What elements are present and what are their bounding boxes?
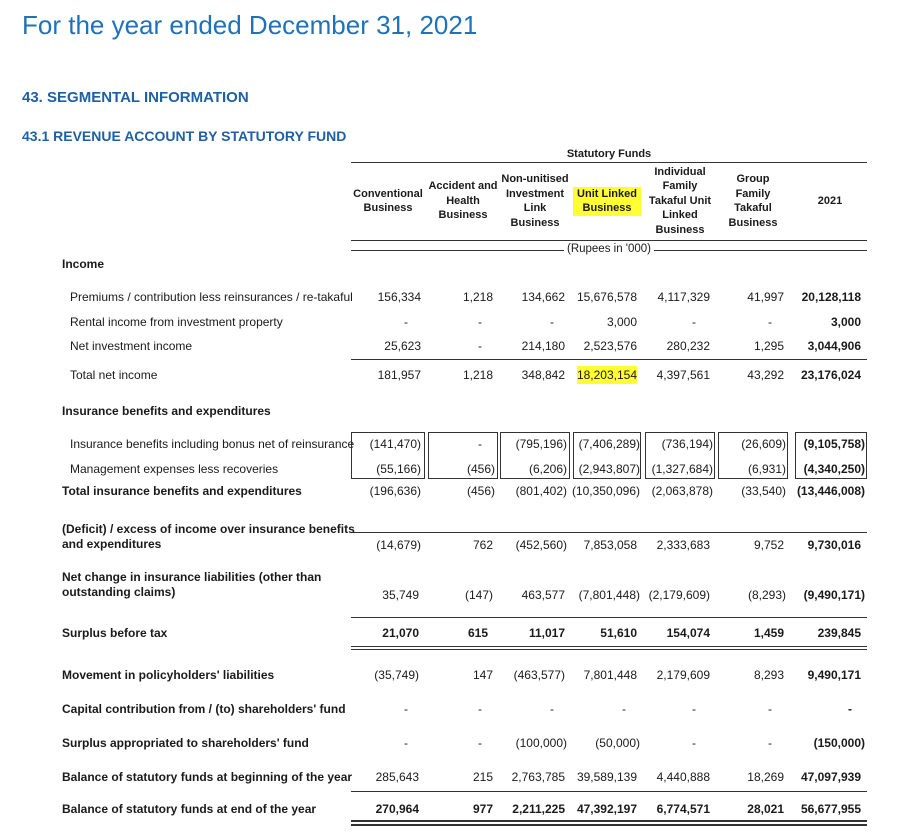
- value-cell: -: [550, 315, 554, 329]
- row-label: Net investment income: [70, 339, 193, 353]
- value-cell: 762: [472, 538, 493, 552]
- value-cell: (100,000): [515, 736, 567, 750]
- header-rule: [351, 240, 867, 241]
- total-cell: 239,845: [817, 626, 861, 640]
- total-cell: 9,490,171: [807, 668, 861, 682]
- column-header-group-family-takaful: Group Family Takaful Business: [728, 173, 778, 229]
- total-cell: 9,730,016: [807, 538, 861, 552]
- value-cell: (1,327,684): [651, 462, 713, 476]
- row-label: Rental income from investment property: [70, 315, 283, 329]
- value-cell: (8,293): [747, 588, 786, 602]
- value-cell: (452,560): [515, 538, 567, 552]
- total-cell: 20,128,118: [801, 290, 861, 304]
- value-cell: -: [404, 315, 408, 329]
- value-cell: 4,397,561: [656, 368, 710, 382]
- value-cell: -: [478, 437, 482, 451]
- value-cell: 2,333,683: [656, 538, 710, 552]
- value-cell: 43,292: [747, 368, 784, 382]
- table-row: [0, 460, 916, 478]
- total-cell: 56,677,955: [800, 802, 861, 816]
- statutory-funds-label: Statutory Funds: [566, 148, 652, 160]
- value-cell: 39,589,139: [576, 770, 637, 784]
- row-label: Surplus before tax: [62, 626, 168, 640]
- value-cell: 15,676,578: [576, 290, 637, 304]
- row-label: Premiums / contribution less reinsurances / re-takaful: [70, 290, 353, 304]
- value-cell: 977: [472, 802, 493, 816]
- value-cell: (2,063,878): [651, 484, 713, 498]
- table-row: [0, 666, 916, 684]
- group-rule: [351, 162, 867, 163]
- value-cell: 3,000: [606, 315, 637, 329]
- row-label: Movement in policyholders' liabilities: [62, 668, 275, 682]
- total-cell: (150,000): [813, 736, 865, 750]
- row-label: Insurance benefits and expenditures: [62, 404, 271, 418]
- value-cell: (6,931): [747, 462, 786, 476]
- value-cell: (6,206): [528, 462, 567, 476]
- total-cell: 3,044,906: [807, 339, 861, 353]
- value-cell: (2,943,807): [578, 462, 640, 476]
- value-cell: -: [768, 702, 772, 716]
- value-cell: -: [478, 702, 482, 716]
- value-cell: 4,117,329: [657, 290, 710, 304]
- table-row: [0, 570, 916, 604]
- value-cell: -: [692, 702, 696, 716]
- value-cell: (14,679): [376, 538, 421, 552]
- value-cell: (7,406,289): [578, 437, 640, 451]
- total-cell: (13,446,008): [796, 484, 865, 498]
- table-row: [0, 337, 916, 355]
- value-cell: 21,070: [382, 626, 419, 640]
- value-cell: 2,763,785: [511, 770, 565, 784]
- value-cell: (26,609): [741, 437, 786, 451]
- value-cell: (147): [464, 588, 493, 602]
- column-header-accident-health: Accident and Health Business: [428, 180, 498, 222]
- value-cell: 270,964: [375, 802, 419, 816]
- value-cell: 28,021: [747, 802, 784, 816]
- value-cell: 147: [472, 668, 493, 682]
- row-label: Total insurance benefits and expenditures: [62, 484, 302, 498]
- double-rule-top: [351, 820, 867, 822]
- value-cell: 7,853,058: [583, 538, 637, 552]
- value-cell: -: [692, 315, 696, 329]
- subtotal-rule: [351, 359, 867, 360]
- value-cell: 1,459: [753, 626, 784, 640]
- double-rule-bottom: [351, 824, 867, 826]
- value-cell: 215: [472, 770, 493, 784]
- column-header-total: 2021: [817, 194, 843, 207]
- value-cell: (795,196): [515, 437, 567, 451]
- table-row: [0, 482, 916, 500]
- table-row: [0, 288, 916, 306]
- value-cell: 1,218: [462, 290, 493, 304]
- value-cell: 2,211,225: [512, 802, 565, 816]
- value-cell: (196,636): [369, 484, 421, 498]
- value-cell: 8,293: [753, 668, 784, 682]
- value-cell: 1,218: [462, 368, 493, 382]
- value-cell: (10,350,096): [571, 484, 640, 498]
- row-label: Balance of statutory funds at end of the year: [62, 802, 317, 816]
- table-row: [0, 734, 916, 752]
- section-heading: 43. SEGMENTAL INFORMATION: [22, 89, 249, 106]
- value-cell: (50,000): [595, 736, 640, 750]
- value-cell: 348,842: [521, 368, 565, 382]
- table-row: [0, 624, 916, 642]
- value-cell: (456): [466, 462, 495, 476]
- value-cell: 4,440,888: [656, 770, 710, 784]
- value-cell: 2,523,576: [583, 339, 637, 353]
- value-cell: 35,749: [382, 588, 419, 602]
- double-rule-top: [351, 646, 867, 647]
- row-label: Income: [62, 257, 105, 271]
- table-row: [0, 522, 916, 554]
- value-cell: 154,074: [666, 626, 710, 640]
- table-row: [0, 435, 916, 453]
- value-cell: (7,801,448): [578, 588, 640, 602]
- value-cell: (456): [466, 484, 495, 498]
- value-cell: (55,166): [376, 462, 421, 476]
- table-row: [0, 700, 916, 718]
- total-cell: (9,490,171): [803, 588, 865, 602]
- value-cell: -: [478, 736, 482, 750]
- value-cell: (736,194): [661, 437, 713, 451]
- value-cell: 1,295: [753, 339, 784, 353]
- value-cell: -: [478, 339, 482, 353]
- table-row: [0, 402, 916, 420]
- total-cell: 47,097,939: [800, 770, 861, 784]
- value-cell: (801,402): [515, 484, 567, 498]
- value-cell: 11,017: [528, 626, 565, 640]
- value-cell: 280,232: [666, 339, 710, 353]
- value-cell: 41,997: [747, 290, 784, 304]
- sub-heading: 43.1 REVENUE ACCOUNT BY STATUTORY FUND: [22, 128, 347, 144]
- value-cell: -: [478, 315, 482, 329]
- value-cell: 51,610: [600, 626, 637, 640]
- cropped-heading-remnant: [20, 0, 380, 6]
- value-cell: (141,470): [369, 437, 421, 451]
- table-row: [0, 768, 916, 786]
- table-row: [0, 255, 916, 273]
- value-cell: -: [404, 736, 408, 750]
- row-label: Surplus appropriated to shareholders' fund: [62, 736, 309, 750]
- table-row: [0, 366, 916, 384]
- value-cell: 9,752: [753, 538, 784, 552]
- row-label: Total net income: [70, 368, 158, 382]
- row-label: Balance of statutory funds at beginning of the year: [62, 770, 353, 784]
- value-cell: 615: [467, 626, 488, 640]
- value-cell: 47,392,197: [576, 802, 637, 816]
- total-cell: 3,000: [830, 315, 861, 329]
- value-cell: -: [404, 702, 408, 716]
- value-cell: -: [692, 736, 696, 750]
- value-cell: 25,623: [384, 339, 421, 353]
- row-label: Management expenses less recoveries: [70, 462, 279, 476]
- double-rule-bottom: [351, 649, 867, 650]
- value-cell: 463,577: [521, 588, 565, 602]
- row-label: (Deficit) / excess of income over insurance benefits and expenditures: [62, 522, 355, 551]
- total-cell: -: [848, 702, 852, 716]
- value-cell: (33,540): [741, 484, 786, 498]
- value-cell: 134,662: [521, 290, 565, 304]
- value-cell: -: [768, 736, 772, 750]
- value-cell: (463,577): [513, 668, 565, 682]
- section-rule: [351, 532, 867, 533]
- section-rule: [351, 791, 867, 792]
- total-cell: (9,105,758): [803, 437, 865, 451]
- value-cell: -: [550, 702, 554, 716]
- column-header-unit-linked: Unit Linked Business: [573, 164, 641, 238]
- value-cell-highlighted: 18,203,154: [576, 368, 637, 382]
- value-cell: 18,269: [747, 770, 784, 784]
- value-cell: -: [622, 702, 626, 716]
- total-cell: 23,176,024: [800, 368, 861, 382]
- value-cell: 181,957: [377, 368, 421, 382]
- column-header-conventional: Conventional Business: [353, 187, 423, 214]
- value-cell: 6,774,571: [656, 802, 710, 816]
- units-label: (Rupees in '000): [351, 243, 867, 255]
- value-cell: (2,179,609): [648, 588, 710, 602]
- row-label: Capital contribution from / (to) shareholders' fund: [62, 702, 346, 716]
- total-cell: (4,340,250): [803, 462, 865, 476]
- value-cell: 7,801,448: [583, 668, 637, 682]
- table-row: [0, 800, 916, 818]
- column-header-non-unitised: Non-unitised Investment Link Business: [501, 173, 569, 229]
- section-rule: [351, 617, 867, 618]
- value-cell: (35,749): [374, 668, 419, 682]
- value-cell: 214,180: [521, 339, 565, 353]
- value-cell: -: [768, 315, 772, 329]
- row-label: Net change in insurance liabilities (other than outstanding claims): [62, 570, 322, 599]
- table-row: [0, 313, 916, 331]
- row-label: Insurance benefits including bonus net of reinsurance: [70, 437, 355, 451]
- value-cell: 285,643: [375, 770, 419, 784]
- period-title: For the year ended December 31, 2021: [22, 10, 478, 40]
- value-cell: 156,334: [377, 290, 421, 304]
- column-header-individual-family-takaful: Individual Family Takaful Unit Linked Business: [648, 165, 712, 236]
- value-cell: 2,179,609: [656, 668, 710, 682]
